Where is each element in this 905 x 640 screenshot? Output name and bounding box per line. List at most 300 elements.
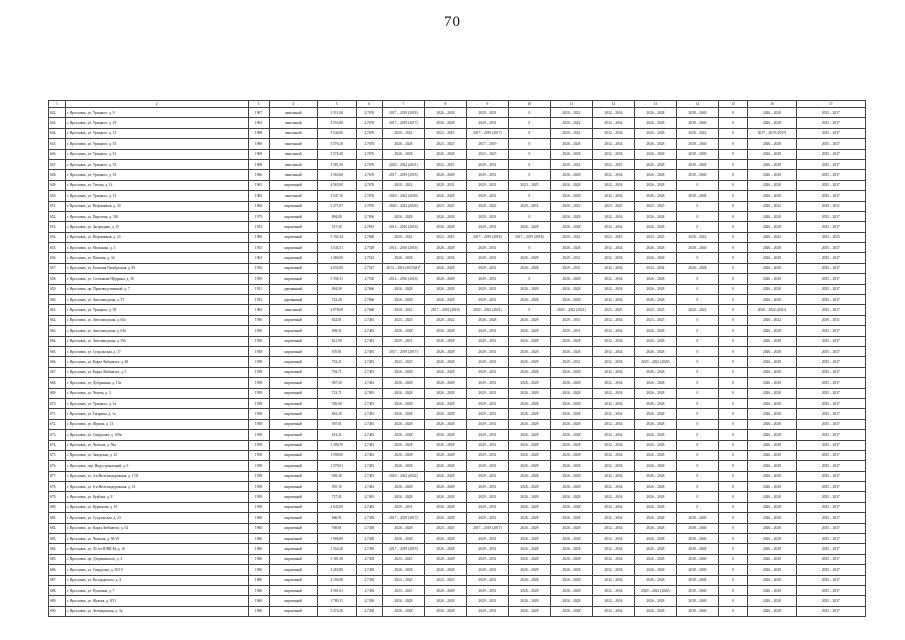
period-cell-col-7: 2026 – 2028 — [382, 295, 424, 305]
period-cell-col-8: 2026 – 2028 — [424, 419, 466, 429]
rate-cell: 2,7676 — [356, 191, 382, 201]
period-cell-col-14: 0 — [676, 492, 718, 502]
period-cell-col-12: 2032 – 2034 — [592, 336, 634, 346]
period-cell-col-17: 2035 – 2037 — [796, 180, 865, 190]
rate-cell: 2,7676 — [356, 201, 382, 211]
period-cell-col-10: 2026 – 2028 — [508, 575, 550, 585]
period-cell-col-17: 2035 – 2037 — [796, 596, 865, 606]
period-cell-col-17: 2035 – 2037 — [796, 159, 865, 169]
period-cell-col-9: 2029 – 2031 — [466, 534, 508, 544]
rate-cell: 2,7450 — [356, 513, 382, 523]
address-cell: г. Ярославль, ул. Жукова, д. 13 — [65, 419, 248, 429]
period-cell-col-8: 2020 – 2022 — [424, 315, 466, 325]
period-cell-col-7: 2026 – 2028 — [382, 450, 424, 460]
period-cell-col-10: 2026 – 2028 — [508, 450, 550, 460]
period-cell-col-17: 2035 – 2037 — [796, 513, 865, 523]
period-cell-col-13: 2020 – 2022 (2020) — [634, 585, 676, 595]
period-cell-col-16: 2026 – 2028 — [748, 211, 796, 221]
period-cell-col-11: 2026 – 2028 — [550, 378, 592, 388]
address-cell: г. Ярославль, ул. Карла Либкнехта, д. 48 — [65, 357, 248, 367]
period-cell-col-7: 2017 – 2019 (2017) — [382, 346, 424, 356]
area-cell: 955,10 — [317, 482, 356, 492]
period-cell-col-17: 2035 – 2037 — [796, 378, 865, 388]
period-cell-col-9: 2017 – 2019 (2017) — [466, 128, 508, 138]
year-cell: 1959 — [248, 274, 269, 284]
wall-material-cell: кирпичный — [269, 450, 317, 460]
wall-material-cell: кирпичный — [269, 232, 317, 242]
area-cell: 3 553,80 — [317, 118, 356, 128]
rate-cell: 2,7481 — [356, 357, 382, 367]
address-cell: г. Ярославль, ул. Свердлова, д. 100в — [65, 430, 248, 440]
table-row — [49, 450, 866, 460]
period-cell-col-13: 2026 – 2028 — [634, 430, 676, 440]
area-cell: 824,81 — [317, 315, 356, 325]
period-cell-col-15: 0 — [718, 284, 747, 294]
period-cell-col-12: 2032 – 2034 — [592, 398, 634, 408]
rate-cell: 2,7450 — [356, 554, 382, 564]
period-cell-col-17: 2035 – 2037 — [796, 305, 865, 315]
period-cell-col-14: 2020 – 2022 — [676, 232, 718, 242]
period-cell-col-11: 2020 – 2022 — [550, 201, 592, 211]
period-cell-col-15: 0 — [718, 180, 747, 190]
year-cell: 1958 — [248, 440, 269, 450]
year-cell: 1968 — [248, 159, 269, 169]
period-cell-col-7: 2026 – 2028 — [382, 149, 424, 159]
rate-cell: 2,7676 — [356, 128, 382, 138]
period-cell-col-14: 0 — [676, 367, 718, 377]
table-row — [49, 253, 866, 263]
rate-cell: 2,7450 — [356, 575, 382, 585]
period-cell-col-14: 0 — [676, 450, 718, 460]
period-cell-col-12: 2032 – 2034 — [592, 180, 634, 190]
period-cell-col-12: 2032 – 2034 — [592, 284, 634, 294]
period-cell-col-8: 2026 – 2028 — [424, 357, 466, 367]
period-cell-col-16: 2026 – 2028 — [748, 149, 796, 159]
period-cell-col-13: 2026 – 2028 — [634, 253, 676, 263]
period-cell-col-7: 2020 – 2022 (2020) — [382, 191, 424, 201]
period-cell-col-7: 2020 – 2022 (2022) — [382, 471, 424, 481]
year-cell: 1960 — [248, 575, 269, 585]
period-cell-col-14: 2026 – 2028 — [676, 263, 718, 273]
period-cell-col-14: 2038 – 2040 — [676, 523, 718, 533]
rate-cell: 2,7660 — [356, 232, 382, 242]
wall-material-cell: кирпичный — [269, 492, 317, 502]
period-cell-col-17: 2035 – 2037 — [796, 398, 865, 408]
period-cell-col-12: 2032 – 2034 — [592, 450, 634, 460]
row-number: 672. — [49, 419, 66, 429]
period-cell-col-7: 2017 – 2019 (2017) — [382, 118, 424, 128]
period-cell-col-13: 2026 – 2028 — [634, 440, 676, 450]
period-cell-col-11: 2026 – 2028 — [550, 440, 592, 450]
area-cell: 858,31 — [317, 326, 356, 336]
period-cell-col-12: 2032 – 2034 — [592, 585, 634, 595]
period-cell-col-12: 2032 – 2034 — [592, 544, 634, 554]
period-cell-col-8: 2026 – 2028 — [424, 108, 466, 118]
period-cell-col-13: 2026 – 2028 — [634, 461, 676, 471]
period-cell-col-14: 0 — [676, 419, 718, 429]
row-number: 684. — [49, 544, 66, 554]
period-cell-col-8: 2026 – 2028 — [424, 149, 466, 159]
period-cell-col-10: 2026 – 2028 — [508, 544, 550, 554]
period-cell-col-16: 2026 – 2028 — [748, 108, 796, 118]
rate-cell: 2,7481 — [356, 492, 382, 502]
period-cell-col-9: 2029 – 2031 — [466, 170, 508, 180]
address-cell: г. Ярославль, ул. Салтыкова-Щедрина, д. 30 — [65, 274, 248, 284]
period-cell-col-17: 2029 – 2031 — [796, 201, 865, 211]
address-cell: г. Ярославль, ул. Автозаводская, д. 57 — [65, 295, 248, 305]
address-cell: г. Ярославль, ул. Нефтяников, д. 24 — [65, 232, 248, 242]
period-cell-col-14: 0 — [676, 461, 718, 471]
period-cell-col-15: 0 — [718, 159, 747, 169]
period-cell-col-7: 2026 – 2028 — [382, 430, 424, 440]
rate-cell: 2,7481 — [356, 502, 382, 512]
rate-cell: 2,7523 — [356, 253, 382, 263]
period-cell-col-14: 2038 – 2040 — [676, 108, 718, 118]
period-cell-col-8: 2026 – 2028 — [424, 409, 466, 419]
period-cell-col-11: 2026 – 2028 — [550, 222, 592, 232]
period-cell-col-7: 2029 – 2031 — [382, 502, 424, 512]
wall-material-cell: кирпичный — [269, 367, 317, 377]
area-cell: 3 265,80 — [317, 565, 356, 575]
column-number-16: 16 — [748, 101, 796, 108]
period-cell-col-10: 2026 – 2028 — [508, 295, 550, 305]
row-number: 683. — [49, 534, 66, 544]
period-cell-col-9: 2029 – 2031 — [466, 409, 508, 419]
table-row — [49, 596, 866, 606]
period-cell-col-13: 2026 – 2028 — [634, 222, 676, 232]
row-number: 643. — [49, 118, 66, 128]
rate-cell: 2,7450 — [356, 585, 382, 595]
area-cell: 1 906,80 — [317, 534, 356, 544]
year-cell: 1958 — [248, 367, 269, 377]
period-cell-col-17: 2035 – 2037 — [796, 253, 865, 263]
rate-cell: 2,7529 — [356, 243, 382, 253]
period-cell-col-17: 2035 – 2037 — [796, 523, 865, 533]
period-cell-col-12: 2032 – 2034 — [592, 346, 634, 356]
period-cell-col-15: 0 — [718, 565, 747, 575]
year-cell: 1958 — [248, 430, 269, 440]
period-cell-col-14: 0 — [676, 326, 718, 336]
area-cell: 1 290,70 — [317, 440, 356, 450]
column-number-5: 5 — [317, 101, 356, 108]
capital-repair-table — [48, 100, 866, 617]
period-cell-col-10: 2026 – 2028 — [508, 367, 550, 377]
period-cell-col-16: 2026 – 2028 — [748, 170, 796, 180]
wall-material-cell: кирпичный — [269, 430, 317, 440]
period-cell-col-9: 2029 – 2031 — [466, 502, 508, 512]
period-cell-col-17: 2035 – 2037 — [796, 284, 865, 294]
address-cell: г. Ярославль, ул. Заводская, д. 12 — [65, 450, 248, 460]
period-cell-col-16: 2017 – 2019 (2017) — [748, 128, 796, 138]
period-cell-col-10: 2026 – 2028 — [508, 326, 550, 336]
rate-cell: 2,7481 — [356, 450, 382, 460]
period-cell-col-14: 2038 – 2040 — [676, 159, 718, 169]
period-cell-col-17: 2035 – 2037 — [796, 149, 865, 159]
table-row — [49, 201, 866, 211]
period-cell-col-12: 2032 – 2034 — [592, 596, 634, 606]
period-cell-col-10: 0 — [508, 128, 550, 138]
period-cell-col-16: 2020 – 2022 — [748, 201, 796, 211]
year-cell: 1963 — [248, 253, 269, 263]
address-cell: г. Ярославль, ул. Павлова, д. 34 — [65, 253, 248, 263]
row-number: 646. — [49, 149, 66, 159]
rate-cell: 2,7450 — [356, 606, 382, 616]
address-cell: г. Ярославль, ул. Мельника, д. 3 — [65, 243, 248, 253]
row-number: 686. — [49, 565, 66, 575]
period-cell-col-12: 2032 – 2034 — [592, 461, 634, 471]
period-cell-col-17: 2035 – 2037 — [796, 170, 865, 180]
period-cell-col-12: 2023 – 2025 — [592, 159, 634, 169]
period-cell-col-14: 2038 – 2040 — [676, 191, 718, 201]
period-cell-col-12: 2032 – 2034 — [592, 367, 634, 377]
year-cell: 1956 — [248, 336, 269, 346]
rate-cell: 2,7676 — [356, 159, 382, 169]
period-cell-col-12: 2023 – 2025 — [592, 305, 634, 315]
period-cell-col-15: 0 — [718, 430, 747, 440]
period-cell-col-12: 2032 – 2034 — [592, 534, 634, 544]
wall-material-cell: кирпичный — [269, 502, 317, 512]
table-row — [49, 554, 866, 564]
period-cell-col-8: 2026 – 2028 — [424, 222, 466, 232]
period-cell-col-14: 0 — [676, 201, 718, 211]
address-cell: г. Ярославль, ул. Урицкого, д. 33 — [65, 170, 248, 180]
period-cell-col-17: 2029 – 2031 — [796, 315, 865, 325]
row-number: 680. — [49, 502, 66, 512]
period-cell-col-10: 2026 – 2028 — [508, 502, 550, 512]
period-cell-col-11: 2026 – 2028 — [550, 274, 592, 284]
period-cell-col-17: 2035 – 2037 — [796, 440, 865, 450]
period-cell-col-9: 2029 – 2031 — [466, 191, 508, 201]
period-cell-col-12: 2032 – 2034 — [592, 191, 634, 201]
area-cell: 845,20 — [317, 409, 356, 419]
table-row — [49, 398, 866, 408]
period-cell-col-9: 2029 – 2031 — [466, 284, 508, 294]
period-cell-col-17: 2035 – 2037 — [796, 295, 865, 305]
period-cell-col-14: 2038 – 2040 — [676, 243, 718, 253]
period-cell-col-9: 2029 – 2031 — [466, 513, 508, 523]
period-cell-col-15: 0 — [718, 263, 747, 273]
period-cell-col-17: 2035 – 2037 — [796, 128, 865, 138]
period-cell-col-12: 2032 – 2034 — [592, 139, 634, 149]
period-cell-col-17: 2023 – 2025 — [796, 232, 865, 242]
period-cell-col-14: 0 — [676, 430, 718, 440]
row-number: 690. — [49, 606, 66, 616]
period-cell-col-11: 2026 – 2028 — [550, 554, 592, 564]
period-cell-col-16: 2026 – 2028 — [748, 419, 796, 429]
table-row — [49, 191, 866, 201]
address-cell: г. Ярославль, ул. Курбака, д. 8 — [65, 492, 248, 502]
period-cell-col-17: 2035 – 2037 — [796, 482, 865, 492]
rate-cell: 2,7676 — [356, 180, 382, 190]
period-cell-col-14: 0 — [676, 388, 718, 398]
period-cell-col-13: 2026 – 2028 — [634, 284, 676, 294]
table-row — [49, 388, 866, 398]
period-cell-col-12: 2032 – 2034 — [592, 128, 634, 138]
period-cell-col-10: 2026 – 2028 — [508, 534, 550, 544]
rate-cell: 2,7676 — [356, 170, 382, 180]
address-cell: г. Ярославль, ул. Карла Либкнехта, д. 54 — [65, 523, 248, 533]
period-cell-col-16: 2026 – 2028 — [748, 388, 796, 398]
period-cell-col-9: 2029 – 2031 — [466, 596, 508, 606]
address-cell: г. Ярославль, ул. Загородная, д. 15 — [65, 222, 248, 232]
period-cell-col-14: 2038 – 2040 — [676, 565, 718, 575]
wall-material-cell: кирпичный — [269, 326, 317, 336]
address-cell: г. Ярославль, пр. Производственный, д. 7 — [65, 284, 248, 294]
table-row — [49, 243, 866, 253]
rate-cell: 2,7481 — [356, 346, 382, 356]
period-cell-col-16: 2026 – 2028 — [748, 502, 796, 512]
period-cell-col-9: 2029 – 2031 — [466, 336, 508, 346]
row-number: 644. — [49, 128, 66, 138]
period-cell-col-8: 2026 – 2028 — [424, 398, 466, 408]
column-number-3: 3 — [248, 101, 269, 108]
period-cell-col-17: 2035 – 2037 — [796, 461, 865, 471]
wall-material-cell: кирпичный — [269, 243, 317, 253]
area-cell: 1 579,01 — [317, 461, 356, 471]
period-cell-col-10: 2026 – 2028 — [508, 388, 550, 398]
area-cell: 597,01 — [317, 419, 356, 429]
period-cell-col-10: 2026 – 2028 — [508, 430, 550, 440]
period-cell-col-7: 2029 – 2031 — [382, 336, 424, 346]
period-cell-col-13: 2023 – 2025 — [634, 232, 676, 242]
period-cell-col-9: 2029 – 2031 — [466, 295, 508, 305]
period-cell-col-16: 2026 – 2028 — [748, 326, 796, 336]
period-cell-col-12: 2032 – 2034 — [592, 357, 634, 367]
area-cell: 717,01 — [317, 492, 356, 502]
area-cell: 3 511,00 — [317, 108, 356, 118]
period-cell-col-14: 2038 – 2040 — [676, 139, 718, 149]
row-number: 660. — [49, 295, 66, 305]
period-cell-col-8: 2023 – 2025 — [424, 159, 466, 169]
period-cell-col-15: 0 — [718, 440, 747, 450]
period-cell-col-12: 2032 – 2034 — [592, 430, 634, 440]
period-cell-col-10: 0 — [508, 243, 550, 253]
table-row — [49, 482, 866, 492]
period-cell-col-7: 2026 – 2028 — [382, 482, 424, 492]
period-cell-col-11: 2020 – 2022 (2021) — [550, 305, 592, 315]
period-cell-col-7: 2026 – 2028 — [382, 419, 424, 429]
period-cell-col-12: 2032 – 2034 — [592, 419, 634, 429]
period-cell-col-17: 2035 – 2037 — [796, 575, 865, 585]
row-number: 642. — [49, 108, 66, 118]
period-cell-col-15: 0 — [718, 534, 747, 544]
period-cell-col-16: 2026 – 2028 — [748, 139, 796, 149]
period-cell-col-11: 2029 – 2031 — [550, 357, 592, 367]
wall-material-cell: кирпичный — [269, 554, 317, 564]
period-cell-col-9: 2029 – 2031 — [466, 367, 508, 377]
row-number: 676. — [49, 461, 66, 471]
period-cell-col-8: 2026 – 2028 — [424, 585, 466, 595]
period-cell-col-8: 2026 – 2028 — [424, 336, 466, 346]
row-number: 667. — [49, 367, 66, 377]
table-row — [49, 534, 866, 544]
table-row — [49, 315, 866, 325]
year-cell: 1967 — [248, 108, 269, 118]
period-cell-col-16: 2026 – 2028 — [748, 554, 796, 564]
year-cell: 1966 — [248, 232, 269, 242]
period-cell-col-17: 2035 – 2037 — [796, 346, 865, 356]
area-cell: 733,21 — [317, 357, 356, 367]
column-number-14: 14 — [676, 101, 718, 108]
period-cell-col-14: 0 — [676, 284, 718, 294]
year-cell: 1969 — [248, 139, 269, 149]
period-cell-col-17: 2035 – 2037 — [796, 534, 865, 544]
period-cell-col-15: 0 — [718, 409, 747, 419]
period-cell-col-14: 2038 – 2040 — [676, 170, 718, 180]
period-cell-col-11: 2026 – 2028 — [550, 513, 592, 523]
row-number: 689. — [49, 596, 66, 606]
period-cell-col-13: 2026 – 2028 — [634, 326, 676, 336]
table-row — [49, 232, 866, 242]
column-number-17: 17 — [796, 101, 865, 108]
period-cell-col-16: 2026 – 2028 — [748, 274, 796, 284]
year-cell: 1958 — [248, 471, 269, 481]
column-number-9: 9 — [466, 101, 508, 108]
period-cell-col-11: 2026 – 2028 — [550, 492, 592, 502]
year-cell: 1958 — [248, 409, 269, 419]
address-cell: г. Ярославль, ул. Карла Либкнехта, д. 5 — [65, 367, 248, 377]
row-number: 681. — [49, 513, 66, 523]
wall-material-cell: кирпичный — [269, 378, 317, 388]
year-cell: 1965 — [248, 180, 269, 190]
period-cell-col-7: 2026 – 2028 — [382, 523, 424, 533]
year-cell: 1960 — [248, 565, 269, 575]
row-number: 650. — [49, 191, 66, 201]
row-number: 685. — [49, 554, 66, 564]
period-cell-col-10: 2026 – 2028 — [508, 357, 550, 367]
period-cell-col-10: 0 — [508, 139, 550, 149]
area-cell: 517,30 — [317, 222, 356, 232]
rate-cell: 2,7481 — [356, 388, 382, 398]
period-cell-col-14: 2038 – 2040 — [676, 554, 718, 564]
period-cell-col-7: 2023 – 2025 — [382, 357, 424, 367]
table-row — [49, 274, 866, 284]
period-cell-col-11: 2026 – 2028 — [550, 482, 592, 492]
table-row — [49, 513, 866, 523]
period-cell-col-9: 2029 – 2031 — [466, 565, 508, 575]
period-cell-col-16: 2026 – 2028 — [748, 565, 796, 575]
period-cell-col-12: 2032 – 2034 — [592, 263, 634, 273]
column-number-13: 13 — [634, 101, 676, 108]
period-cell-col-16: 2026 – 2028 — [748, 159, 796, 169]
address-cell: г. Ярославль, ул. Урицкого, д. 29 — [65, 118, 248, 128]
period-cell-col-8: 2017 – 2019 (2018) — [424, 305, 466, 315]
table-row — [49, 336, 866, 346]
row-number: 662. — [49, 315, 66, 325]
year-cell: 1966 — [248, 201, 269, 211]
period-cell-col-16: 2026 – 2028 — [748, 440, 796, 450]
row-number: 677. — [49, 471, 66, 481]
period-cell-col-11: 2026 – 2028 — [550, 534, 592, 544]
period-cell-col-11: 2026 – 2028 — [550, 346, 592, 356]
wall-material-cell: кирпичный — [269, 419, 317, 429]
period-cell-col-12: 2032 – 2034 — [592, 211, 634, 221]
year-cell: 1960 — [248, 585, 269, 595]
period-cell-col-17: 2035 – 2037 — [796, 367, 865, 377]
period-cell-col-17: 2035 – 2037 — [796, 222, 865, 232]
table-row — [49, 419, 866, 429]
period-cell-col-17: 2035 – 2037 — [796, 450, 865, 460]
year-cell: 1965 — [248, 305, 269, 315]
period-cell-col-9: 2029 – 2031 — [466, 211, 508, 221]
period-cell-col-7: 2023 – 2025 — [382, 585, 424, 595]
period-cell-col-10: 0 — [508, 118, 550, 128]
period-cell-col-10: 2026 – 2028 — [508, 284, 550, 294]
period-cell-col-15: 0 — [718, 232, 747, 242]
year-cell: 1956 — [248, 263, 269, 273]
period-cell-col-17: 2035 – 2037 — [796, 211, 865, 221]
period-cell-col-9: 2029 – 2031 — [466, 180, 508, 190]
